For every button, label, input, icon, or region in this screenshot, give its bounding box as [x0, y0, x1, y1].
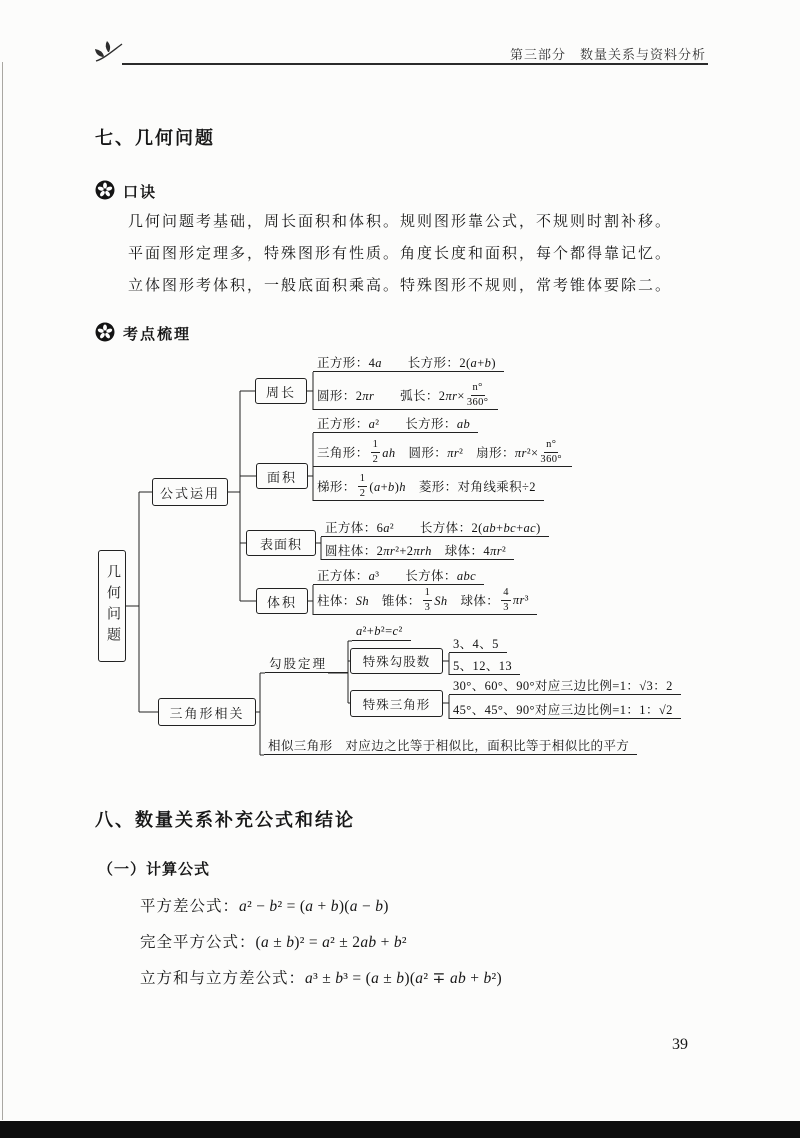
surface-formula-row: 圆柱体：2πr²+2πrh 球体：4πr²	[321, 541, 514, 560]
mnemonic-line: 立体图形考体积，一般底面积乘高。特殊图形不规则，常考锥体要除二。	[128, 278, 673, 294]
node-volume: 体积	[256, 588, 308, 614]
triple-row: 5、12、13	[449, 656, 520, 675]
mnemonic-paragraph	[128, 206, 672, 302]
formula-line	[140, 894, 389, 916]
node-special-triangles: 特殊三角形	[350, 690, 443, 717]
flower-bullet-icon	[95, 322, 115, 342]
triple-row: 3、4、5	[449, 634, 507, 653]
perimeter-formula-row: 圆形：2πr 弧长：2πr× $\frac{n^\circ}{360^\circ}$	[313, 381, 498, 410]
scan-bottom-bar	[0, 1121, 800, 1138]
calc-formulas-heading: （一）计算公式	[98, 861, 211, 878]
volume-formula-row: 柱体：Sh 锥体： $\frac{1}{3}$ Sh 球体： $\frac{4}{3}$ πr³	[313, 586, 537, 615]
perimeter-formula-row: 正方形：4a 长方形：2(a+b)	[313, 353, 504, 372]
koujue-heading: 口诀	[123, 184, 158, 201]
flower-bullet-icon	[95, 180, 115, 200]
formula-label: 立方和与立方差公式：	[140, 970, 306, 987]
page-number: 39	[672, 1036, 688, 1053]
section-8-title: 八、数量关系补充公式和结论	[95, 810, 355, 830]
mnemonic-line: 几何问题考基础，周长面积和体积。规则图形靠公式，不规则时割补移。	[128, 214, 673, 230]
kaodian-heading: 考点梳理	[123, 326, 192, 343]
formula-line	[140, 966, 502, 988]
header-rule	[122, 63, 708, 65]
node-area: 面积	[256, 463, 308, 489]
formula-expression: a² − b² = (a + b)(a − b)	[239, 898, 389, 915]
pythagorean-formula: a²+b²=c²	[352, 622, 411, 641]
node-formula-usage: 公式运用	[152, 478, 228, 506]
geometry-mindmap	[88, 348, 788, 773]
node-special-triples: 特殊勾股数	[350, 648, 443, 674]
area-formula-row: 梯形： $\frac{1}{2}$ (a+b)h 菱形：对角线乘积÷2	[313, 472, 544, 501]
scan-left-edge-line	[2, 62, 3, 1120]
formula-line	[140, 930, 407, 952]
pythagorean-theorem-label: 勾股定理	[265, 654, 348, 673]
node-triangle-related: 三角形相关	[158, 698, 256, 726]
mnemonic-line: 平面图形定理多，特殊图形有性质。角度长度和面积，每个都得靠记忆。	[128, 246, 673, 262]
section-7-title: 七、几何问题	[95, 128, 215, 148]
formula-expression: (a ± b)² = a² ± 2ab + b²	[255, 934, 407, 951]
similar-triangles-row: 相似三角形 对应边之比等于相似比，面积比等于相似比的平方	[264, 736, 637, 755]
formula-label: 平方差公式：	[140, 898, 240, 915]
surface-formula-row: 正方体：6a² 长方体：2(ab+bc+ac)	[321, 518, 549, 537]
running-head-part-label: 第三部分 数量关系与资料分析	[509, 47, 706, 62]
area-formula-row: 正方形：a² 长方形：ab	[313, 414, 478, 433]
area-formula-row: 三角形： $\frac{1}{2}$ ah 圆形：πr² 扇形：πr²× $\frac{n^\circ}{360^\circ}$	[313, 438, 572, 467]
vine-leaf-icon	[94, 40, 124, 69]
volume-formula-row: 正方体：a³ 长方体：abc	[313, 566, 484, 585]
node-perimeter: 周长	[255, 378, 307, 404]
formula-expression: a³ ± b³ = (a ± b)(a² ∓ ab + b²)	[305, 970, 502, 987]
special-triangle-row: 45°、45°、90°对应三边比例=1：1：√2	[449, 700, 681, 719]
node-root-geometry: 几何问题	[98, 550, 126, 662]
node-surface-area: 表面积	[246, 530, 316, 556]
formula-label: 完全平方公式：	[140, 934, 256, 951]
special-triangle-row: 30°、60°、90°对应三边比例=1：√3：2	[449, 676, 681, 695]
